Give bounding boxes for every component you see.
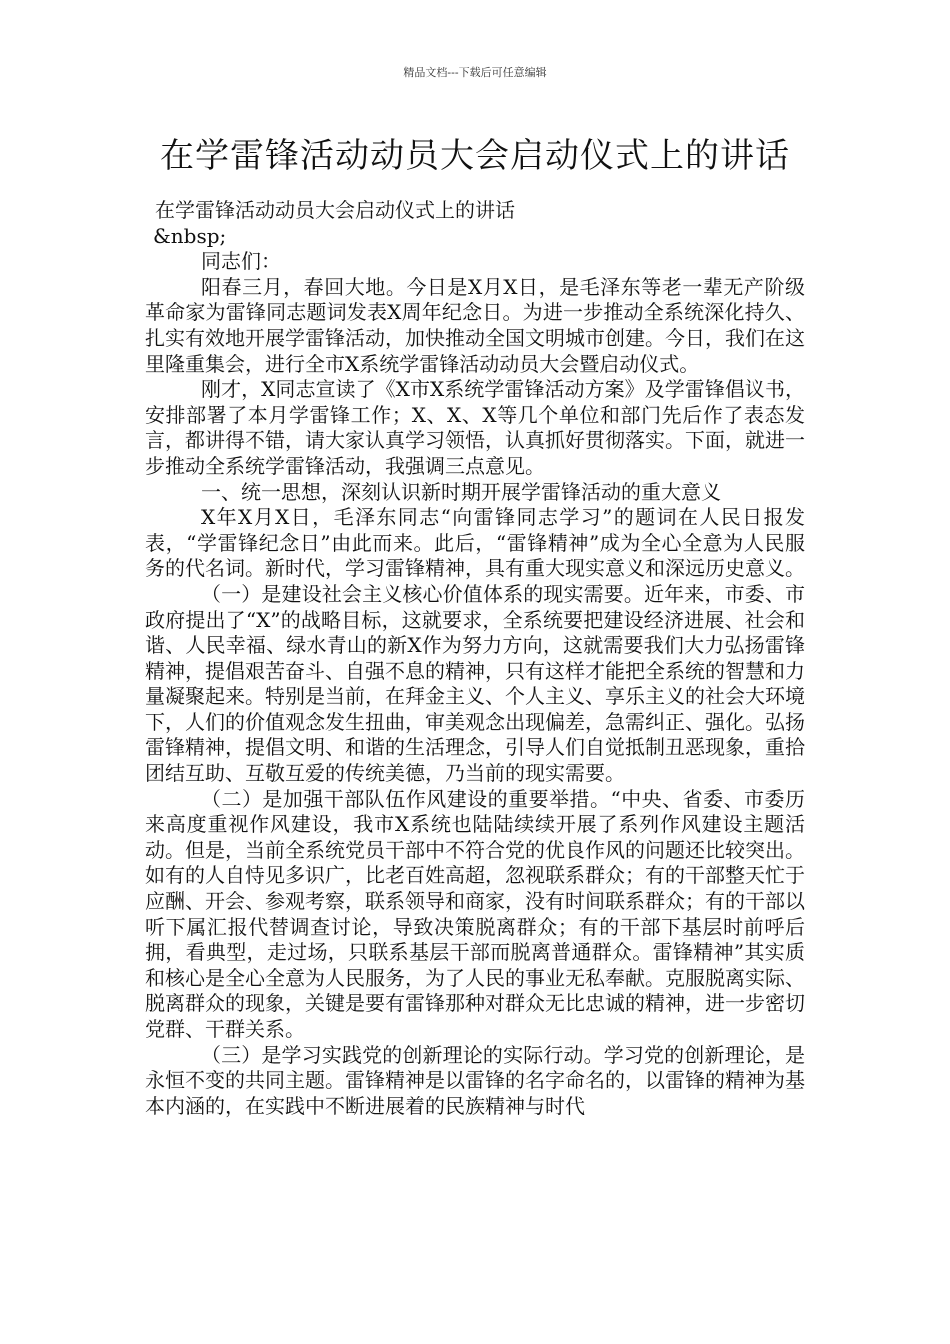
header-note: 精品文档---下载后可任意编辑	[403, 66, 547, 79]
section1-paragraph-2: （一）是建设社会主义核心价值体系的现实需要。近年来，市委、市政府提出了“X”的战略目标，这就要求，全系统要把建设经济进展、社会和谐、人民幸福、绿水青山的新X作为努力方向，这就需要我们大力弘扬雷锋精神，提倡艰苦奋斗、自强不息的精神，只有这样才能把全系统的智慧和力量凝聚起来。特别是当前，在拜金主义、个人主义、享乐主义的社会大环境下，人们的价值观念发生扭曲，审美观念出现偏差，急需纠正、强化。弘扬雷锋精神，提倡文明、和谐的生活理念，引导人们自觉抵制丑恶现象，重拾团结互助、互敬互爱的传统美德，乃当前的现实需要。	[145, 581, 805, 786]
page-title: 在学雷锋活动动员大会启动仪式上的讲话	[160, 136, 790, 176]
document-subtitle: 在学雷锋活动动员大会启动仪式上的讲话	[155, 198, 515, 222]
paragraph-intro-1: 阳春三月，春回大地。今日是X月X日，是毛泽东等老一辈无产阶级革命家为雷锋同志题词发表X周年纪念日。为进一步推动全系统深化持久、扎实有效地开展学雷锋活动，加快推动全国文明城市创建。今日，我们在这里隆重集会，进行全市X系统学雷锋活动动员大会暨启动仪式。	[145, 274, 805, 376]
nbsp-text: &nbsp;	[153, 223, 227, 248]
section1-paragraph-4: （三）是学习实践党的创新理论的实际行动。学习党的创新理论，是永恒不变的共同主题。雷锋精神是以雷锋的名字命名的，以雷锋的精神为基本内涵的，在实践中不断进展着的民族精神与时代	[145, 1042, 805, 1118]
section-heading-1: 一、统一思想，深刻认识新时期开展学雷锋活动的重大意义	[201, 479, 721, 504]
section1-paragraph-3: （二）是加强干部队伍作风建设的重要举措。“中央、省委、市委历来高度重视作风建设，我市X系统也陆陆续续开展了系列作风建设主题活动。但是，当前全系统党员干部中不符合党的优良作风的问题还比较突出。如有的人自恃见多识广，比老百姓高超，忽视联系群众；有的干部整天忙于应酬、开会、参观考察，联系领导和商家，没有时间联系群众；有的干部以听下属汇报代替调查讨论，导致决策脱离群众；有的干部下基层时前呼后拥，看典型，走过场，只联系基层干部而脱离普通群众。雷锋精神”其实质和核心是全心全意为人民服务，为了人民的事业无私奉献。克服脱离实际、脱离群众的现象，关键是要有雷锋那种对群众无比忠诚的精神，进一步密切党群、干群关系。	[145, 786, 805, 1041]
document-body	[145, 198, 805, 1119]
salutation: 同志们：	[201, 249, 281, 274]
paragraph-intro-2: 刚才，X同志宣读了《X市X系统学雷锋活动方案》及学雷锋倡议书，安排部署了本月学雷锋工作；X、X、X等几个单位和部门先后作了表态发言，都讲得不错，请大家认真学习领悟，认真抓好贯彻落实。下面，就进一步推动全系统学雷锋活动，我强调三点意见。	[145, 377, 805, 478]
section1-paragraph-1: X年X月X日，毛泽东同志“向雷锋同志学习”的题词在人民日报发表，“学雷锋纪念日”由此而来。此后，“雷锋精神”成为全心全意为人民服务的代名词。新时代，学习雷锋精神，具有重大现实意义和深远历史意义。	[145, 505, 805, 581]
